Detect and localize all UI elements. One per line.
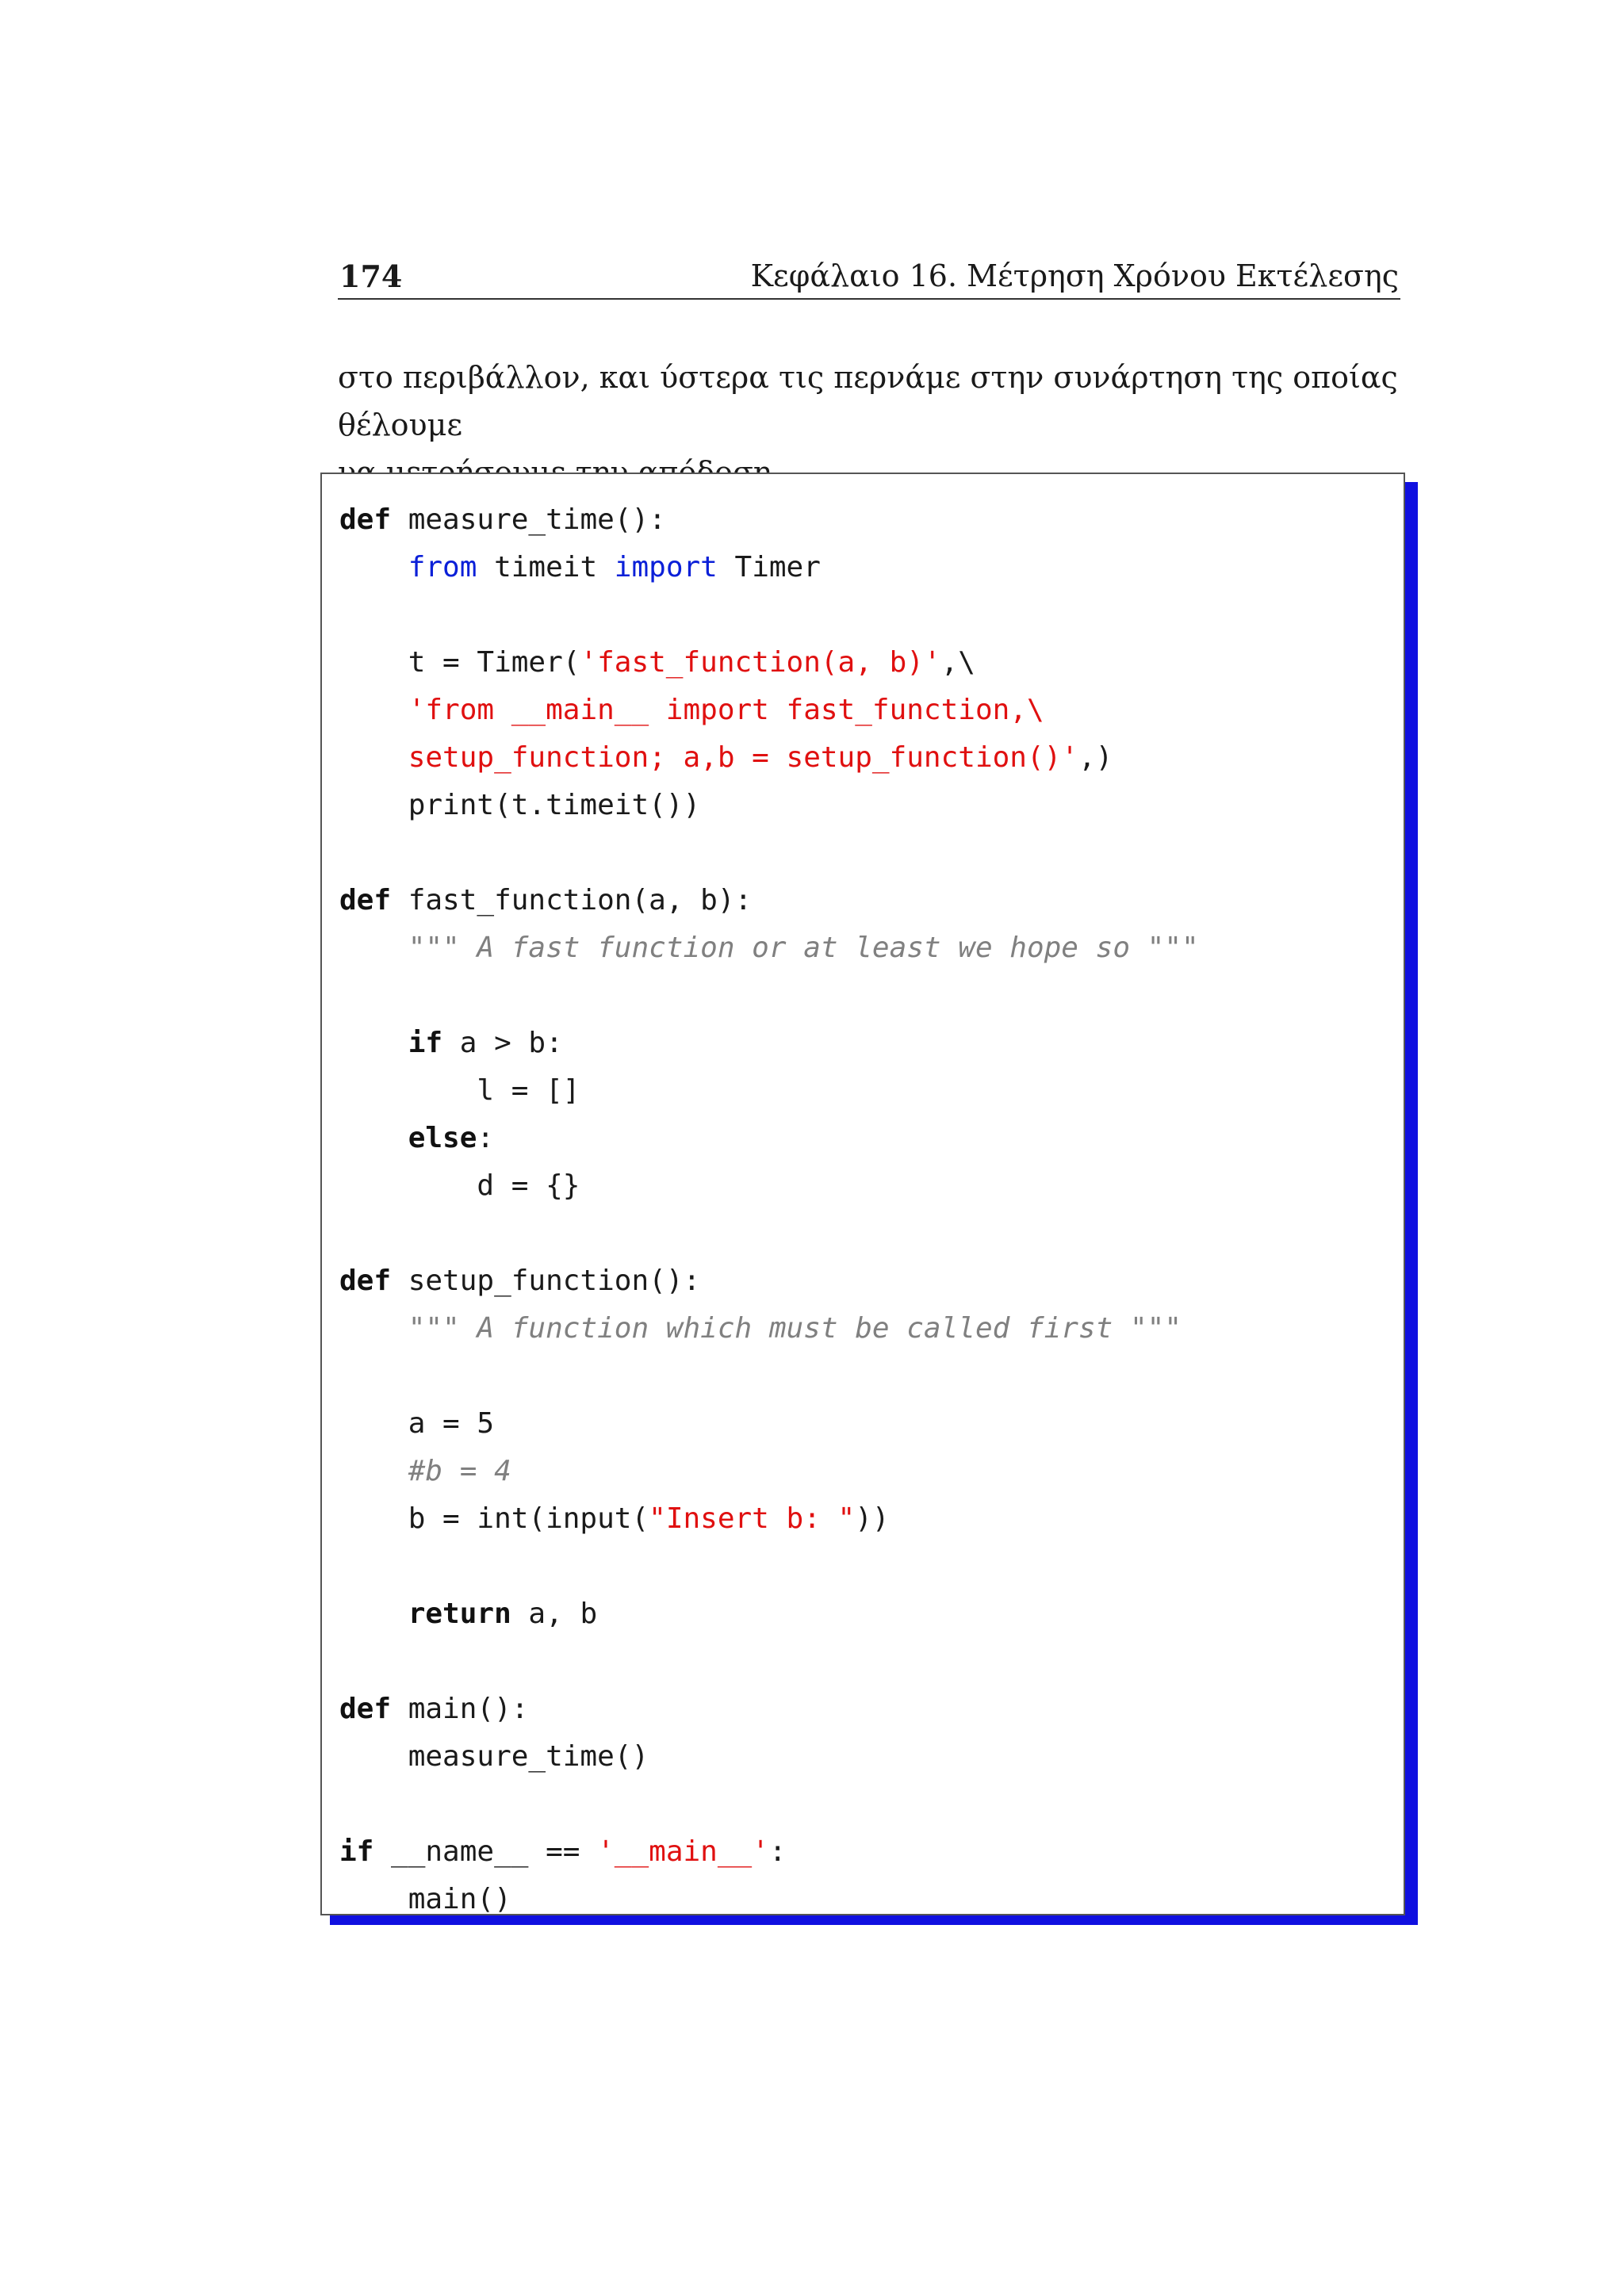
code-token-kw: def bbox=[339, 884, 392, 916]
code-line bbox=[339, 1686, 1199, 1733]
code-line bbox=[339, 1876, 1199, 1923]
code-token-plain bbox=[339, 1312, 408, 1345]
code-token-plain: measure_time(): bbox=[391, 503, 666, 536]
code-token-str: "Insert b: " bbox=[649, 1502, 856, 1535]
code-token-plain: : bbox=[477, 1122, 495, 1154]
code-token-plain: timeit bbox=[477, 551, 615, 584]
code-token-kw: if bbox=[408, 1027, 443, 1059]
code-line bbox=[339, 1400, 1199, 1448]
code-line bbox=[339, 734, 1199, 782]
code-token-plain bbox=[339, 932, 408, 964]
code-token-plain: d = {} bbox=[339, 1169, 580, 1202]
code-token-plain bbox=[339, 1598, 408, 1630]
code-line bbox=[339, 1638, 1199, 1686]
code-token-str: setup_function; a,b = setup_function()' bbox=[408, 741, 1078, 774]
code-line bbox=[339, 1495, 1199, 1543]
code-token-kw2: import bbox=[614, 551, 718, 584]
code-token-kw: def bbox=[339, 1265, 392, 1297]
intro-line: στο περιβάλλον, και ύστερα τις περνάμε στην συνάρτηση της οποίας θέλουμε bbox=[338, 360, 1398, 442]
code-listing bbox=[320, 473, 1405, 1915]
page-number: 174 bbox=[339, 258, 403, 294]
code-line bbox=[339, 544, 1199, 591]
code-token-plain: a, b bbox=[511, 1598, 598, 1630]
code-token-plain: a = 5 bbox=[339, 1407, 495, 1440]
code-line bbox=[339, 1543, 1199, 1590]
code-line bbox=[339, 1162, 1199, 1210]
code-token-plain: ,\ bbox=[940, 646, 975, 679]
code-line bbox=[339, 1305, 1199, 1353]
code-token-plain: ,) bbox=[1078, 741, 1113, 774]
running-head: Κεφάλαιο 16. Μέτρηση Χρόνου Εκτέλεσης bbox=[750, 258, 1399, 293]
code-line bbox=[339, 1781, 1199, 1828]
code-line bbox=[339, 1115, 1199, 1162]
code-token-str: 'from __main__ import fast_function,\ bbox=[408, 694, 1044, 726]
code-block bbox=[339, 496, 1199, 1923]
code-line bbox=[339, 496, 1199, 544]
header-rule bbox=[338, 298, 1400, 300]
code-line bbox=[339, 1353, 1199, 1400]
code-token-doc: """ A fast function or at least we hope so """ bbox=[408, 932, 1199, 964]
code-token-str: '__main__' bbox=[597, 1835, 769, 1868]
code-token-kw: def bbox=[339, 1693, 392, 1725]
code-token-str: 'fast_function(a, b)' bbox=[580, 646, 941, 679]
code-line bbox=[339, 829, 1199, 877]
code-line bbox=[339, 639, 1199, 687]
code-token-plain bbox=[339, 694, 408, 726]
code-line bbox=[339, 1590, 1199, 1638]
code-line bbox=[339, 1020, 1199, 1067]
code-token-plain: measure_time() bbox=[339, 1740, 649, 1773]
code-line bbox=[339, 1828, 1199, 1876]
code-token-plain: print(t.timeit()) bbox=[339, 789, 701, 821]
code-token-plain: __name__ == bbox=[373, 1835, 598, 1868]
code-token-plain: main() bbox=[339, 1883, 511, 1915]
code-token-plain: setup_function(): bbox=[391, 1265, 701, 1297]
code-line bbox=[339, 877, 1199, 924]
code-token-plain: Timer bbox=[717, 551, 821, 584]
code-line bbox=[339, 1257, 1199, 1305]
code-token-plain: main(): bbox=[391, 1693, 529, 1725]
code-token-kw: def bbox=[339, 503, 392, 536]
code-token-plain bbox=[339, 1455, 408, 1487]
code-line bbox=[339, 1733, 1199, 1781]
code-token-plain: : bbox=[768, 1835, 787, 1868]
code-line bbox=[339, 924, 1199, 972]
code-token-doc: """ A function which must be called first """ bbox=[408, 1312, 1182, 1345]
code-token-kw: if bbox=[339, 1835, 374, 1868]
code-token-plain: l = [] bbox=[339, 1074, 580, 1107]
code-token-plain bbox=[339, 551, 408, 584]
code-token-plain bbox=[339, 1027, 408, 1059]
code-line bbox=[339, 1210, 1199, 1257]
code-token-kw2: from bbox=[408, 551, 477, 584]
code-token-kw: else bbox=[408, 1122, 477, 1154]
code-token-plain: )) bbox=[855, 1502, 890, 1535]
code-token-kw: return bbox=[408, 1598, 511, 1630]
code-token-comment: #b = 4 bbox=[408, 1455, 511, 1487]
code-line bbox=[339, 1067, 1199, 1115]
code-line bbox=[339, 687, 1199, 734]
code-line bbox=[339, 782, 1199, 829]
code-token-plain bbox=[339, 741, 408, 774]
code-token-plain bbox=[339, 1122, 408, 1154]
code-line bbox=[339, 972, 1199, 1020]
code-token-plain: t = Timer( bbox=[339, 646, 580, 679]
code-line bbox=[339, 591, 1199, 639]
code-token-plain: a > b: bbox=[442, 1027, 563, 1059]
code-token-plain: b = int(input( bbox=[339, 1502, 649, 1535]
code-line bbox=[339, 1448, 1199, 1495]
code-token-plain: fast_function(a, b): bbox=[391, 884, 753, 916]
